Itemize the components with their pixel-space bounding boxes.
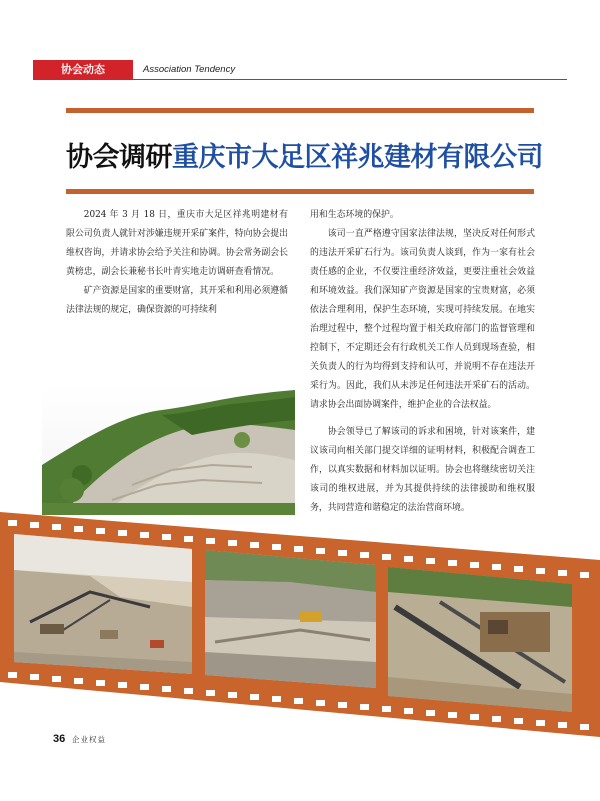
article-paragraph: 该司一直严格遵守国家法律法规，坚决反对任何形式的违法开采矿石行为。该司负责人谈到，作为一家有社会责任感的企业，不仅要注重经济效益，更要注重社会效益和环境效益。我们深知矿产资源是国家的宝贵财富，必须依法合理利用，保护生态环境，实现可持续发展。在地实治理过程中，整个过程均置于相关政府部门的监督管理和控制下，不定期还会有行政机关工作人员到现场查验，相关负责人的行为均得到支持和认可，并说明不存在违法开采行为。因此，我们从未涉足任何违法开采矿石的活动。请求协会出面协调案件，维护企业的合法权益。 bbox=[310, 229, 535, 410]
page-number: 36 bbox=[53, 733, 66, 745]
film-frame-3-photo bbox=[388, 567, 572, 712]
section-label-cn: 协会动态 bbox=[33, 60, 133, 80]
title-company: 重庆市大足区祥兆建材有限公司 bbox=[172, 142, 543, 173]
film-frame-1-photo bbox=[14, 534, 192, 674]
article-paragraph: 协会领导已了解该司的诉求和困境，针对该案件，建议该司向相关部门提交详细的证明材料，积极配合调查工作，以真实数据和材料加以证明。协会也将继续密切关注该司的维权进展，并为其提供持续的法律援助和维权服务，共同营造和谐稳定的法治营商环境。 bbox=[310, 427, 535, 513]
section-label-en: Association Tendency bbox=[143, 64, 236, 75]
magazine-name: 企业权益 bbox=[72, 735, 106, 744]
title-rule-top bbox=[66, 108, 534, 113]
title-prefix: 协会调研 bbox=[66, 142, 172, 173]
article-paragraph: 2024 年 3 月 18 日，重庆市大足区祥兆明建材有限公司负责人就针对涉嫌违规开采矿案件，特向协会提出维权咨询，并请求协会给予关注和协调。协会常务副会长黄榜忠，副会长兼秘书长叶青实地走访调研查看情况。 bbox=[66, 210, 288, 277]
article-left-column bbox=[66, 206, 288, 320]
article-right-column bbox=[310, 206, 535, 518]
film-frame-2-photo bbox=[205, 550, 376, 688]
header-rule bbox=[133, 79, 567, 80]
article-continuation: 用和生态环境的保护。 bbox=[310, 210, 399, 220]
section-header bbox=[33, 60, 567, 80]
film-strip bbox=[0, 512, 600, 737]
title-rule-bottom bbox=[66, 189, 534, 194]
quarry-hillside-photo bbox=[42, 385, 295, 515]
page-title bbox=[66, 134, 543, 182]
article-paragraph: 矿产资源是国家的重要财富，其开采和利用必须遵循法律法规的规定，确保资源的可持续利 bbox=[66, 286, 288, 315]
